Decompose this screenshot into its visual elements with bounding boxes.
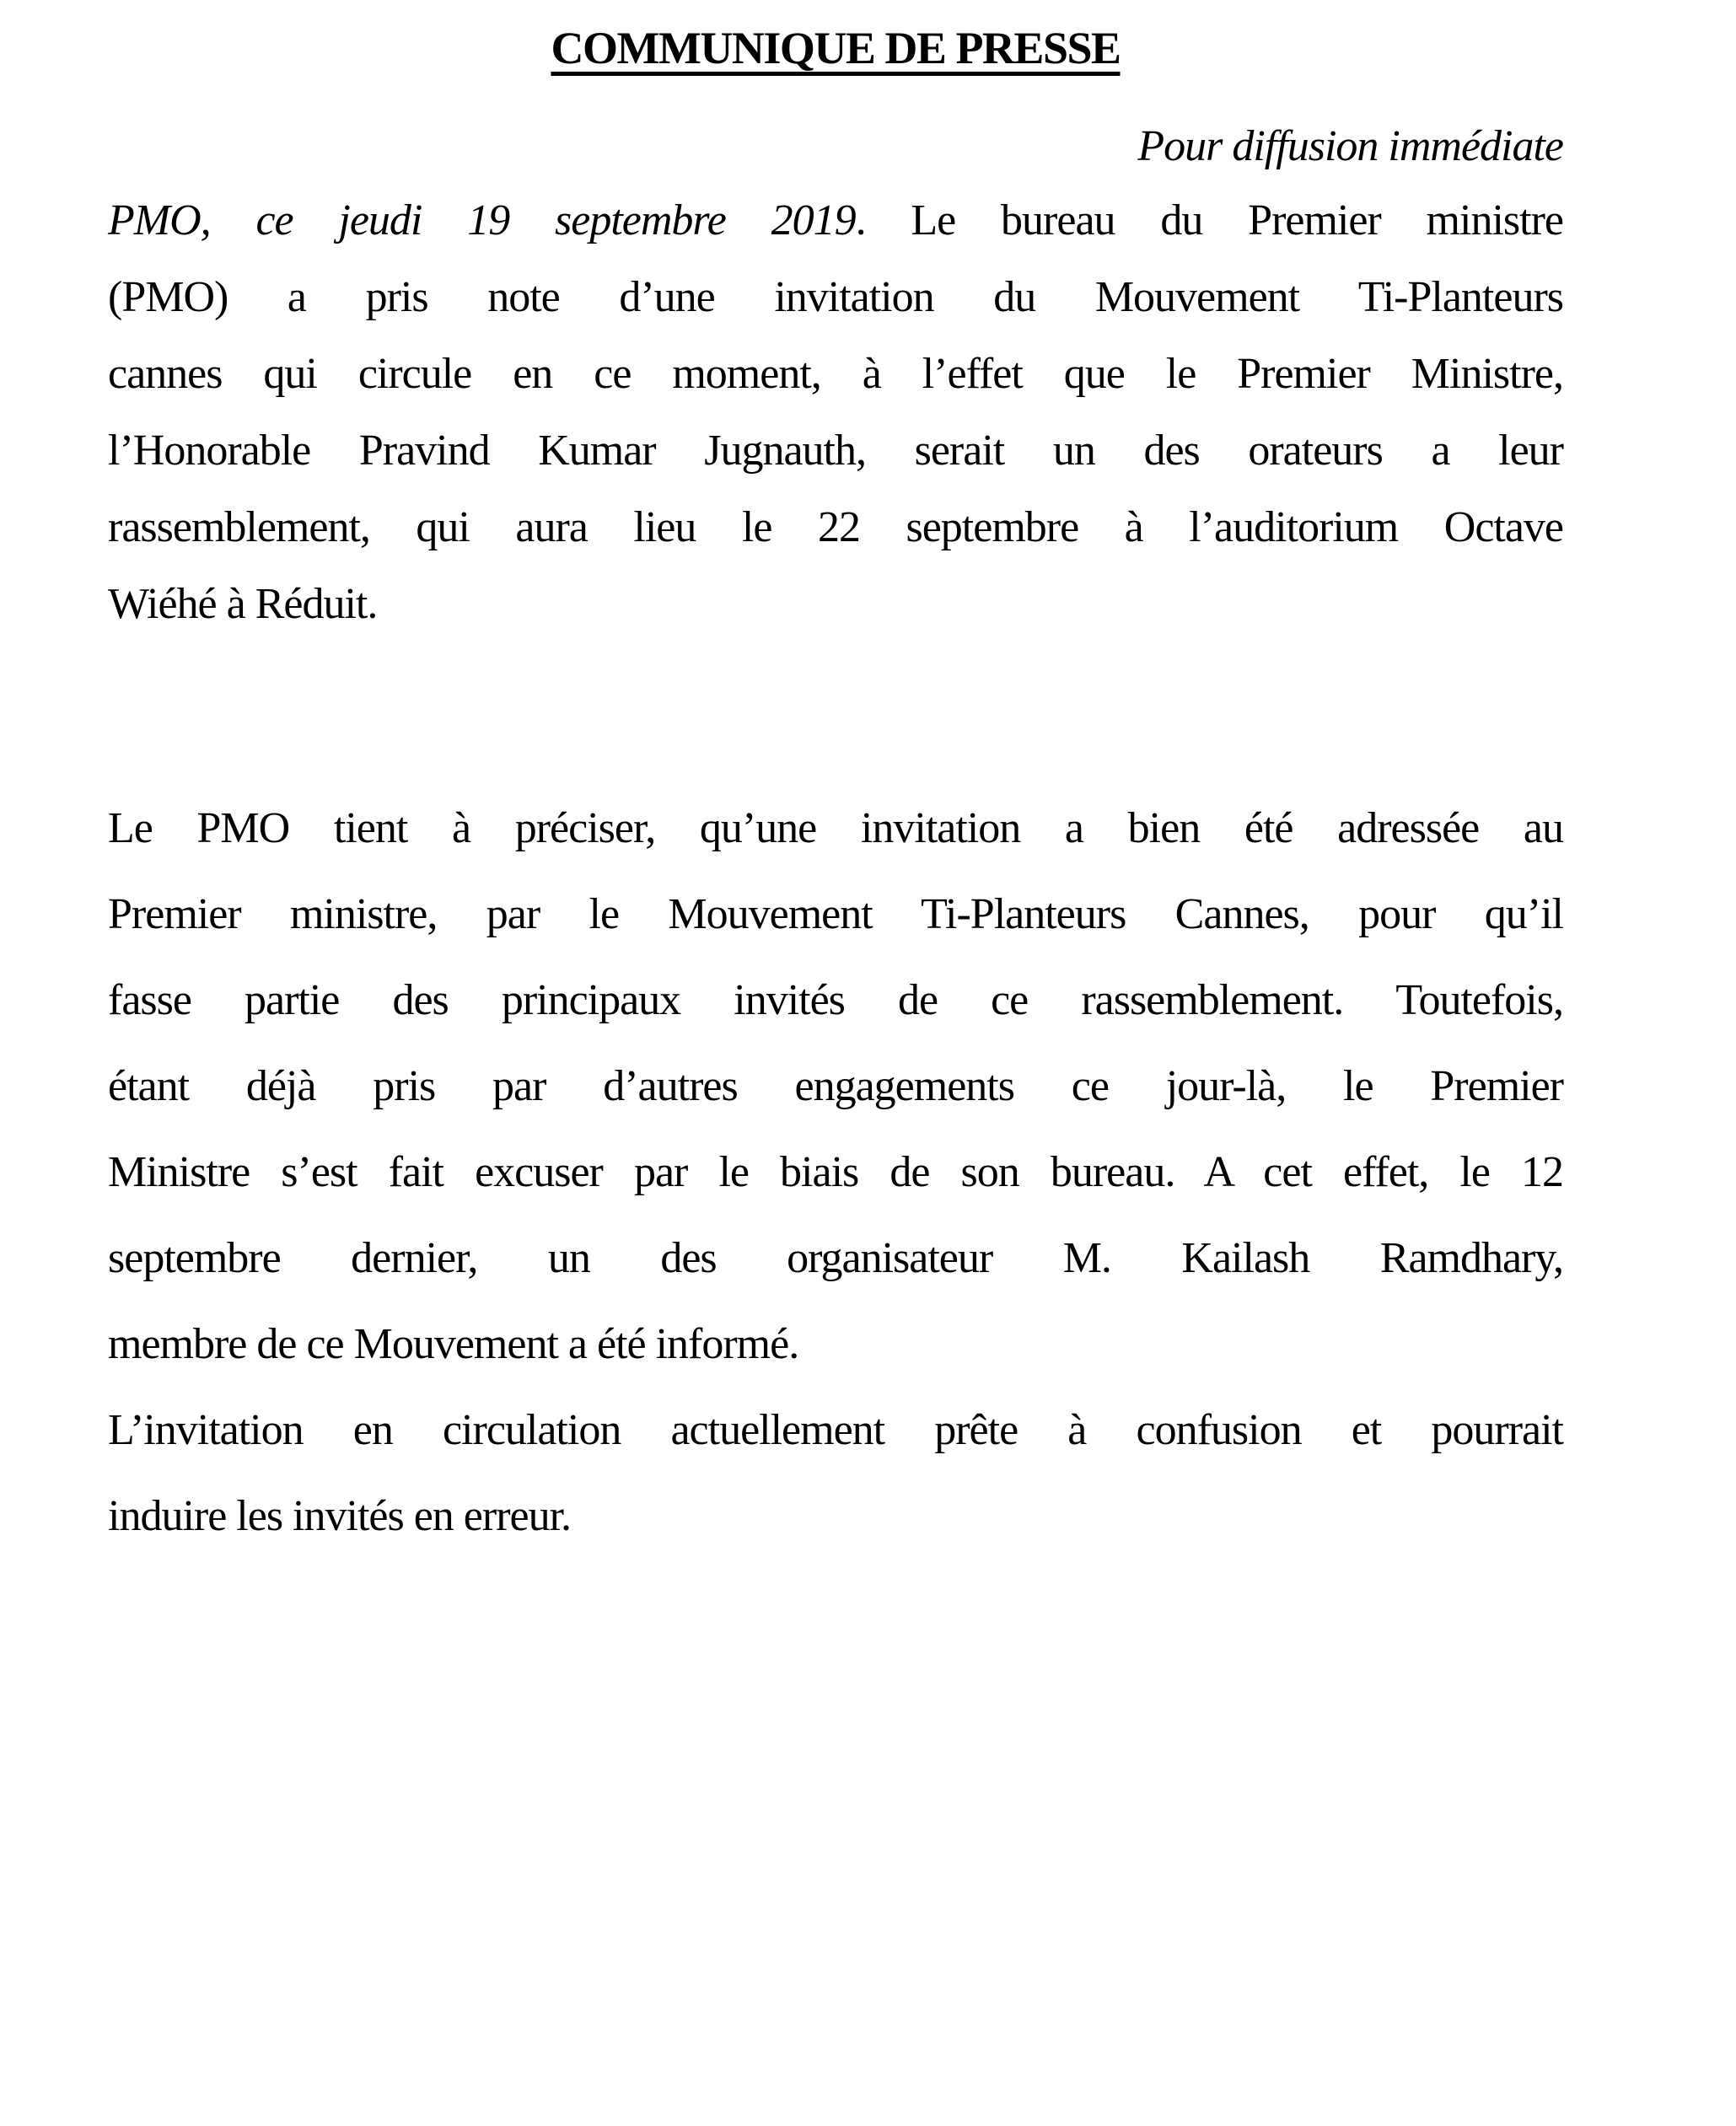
paragraph2-line6: septembre dernier, un des organisateur M. Kailash Ramdhary,: [108, 1234, 1563, 1282]
paragraph1-line5: rassemblement, qui aura lieu le 22 septembre à l’auditorium Octave: [108, 503, 1563, 551]
paragraph3-line1: L’invitation en circulation actuellement prête à confusion et pourrait: [108, 1406, 1563, 1454]
paragraph1-line1-rest: . Le bureau du Premier ministre: [855, 196, 1563, 244]
dateline-lead-italic: PMO, ce jeudi 19 septembre 2019: [108, 196, 856, 244]
paragraph3-line2: induire les invités en erreur.: [108, 1492, 572, 1540]
paragraph2-line7: membre de ce Mouvement a été informé.: [108, 1320, 799, 1368]
paragraph1-line6: Wiéhé à Réduit.: [108, 580, 378, 628]
paragraph1-line4: l’Honorable Pravind Kumar Jugnauth, serait un des orateurs a leur: [108, 427, 1563, 475]
paragraph1-line3: cannes qui circule en ce moment, à l’effet que le Premier Ministre,: [108, 350, 1563, 398]
paragraph2-line3: fasse partie des principaux invités de ce rassemblement. Toutefois,: [108, 976, 1563, 1024]
paragraph2-line1: Le PMO tient à préciser, qu’une invitation a bien été adressée au: [108, 804, 1563, 852]
page-title-text: COMMUNIQUE DE PRESSE: [551, 23, 1121, 73]
paragraph2-line2: Premier ministre, par le Mouvement Ti-Planteurs Cannes, pour qu’il: [108, 890, 1563, 938]
dateline: Pour diffusion immédiate: [1137, 122, 1563, 170]
paragraph1-line1: [108, 193, 1563, 248]
paragraph1-line2: (PMO) a pris note d’une invitation du Mouvement Ti-Planteurs: [108, 273, 1563, 321]
paragraph2-line5: Ministre s’est fait excuser par le biais de son bureau. A cet effet, le 12: [108, 1148, 1563, 1196]
paragraph2-line4: étant déjà pris par d’autres engagements ce jour-là, le Premier: [108, 1062, 1563, 1110]
page-title: [108, 20, 1563, 78]
